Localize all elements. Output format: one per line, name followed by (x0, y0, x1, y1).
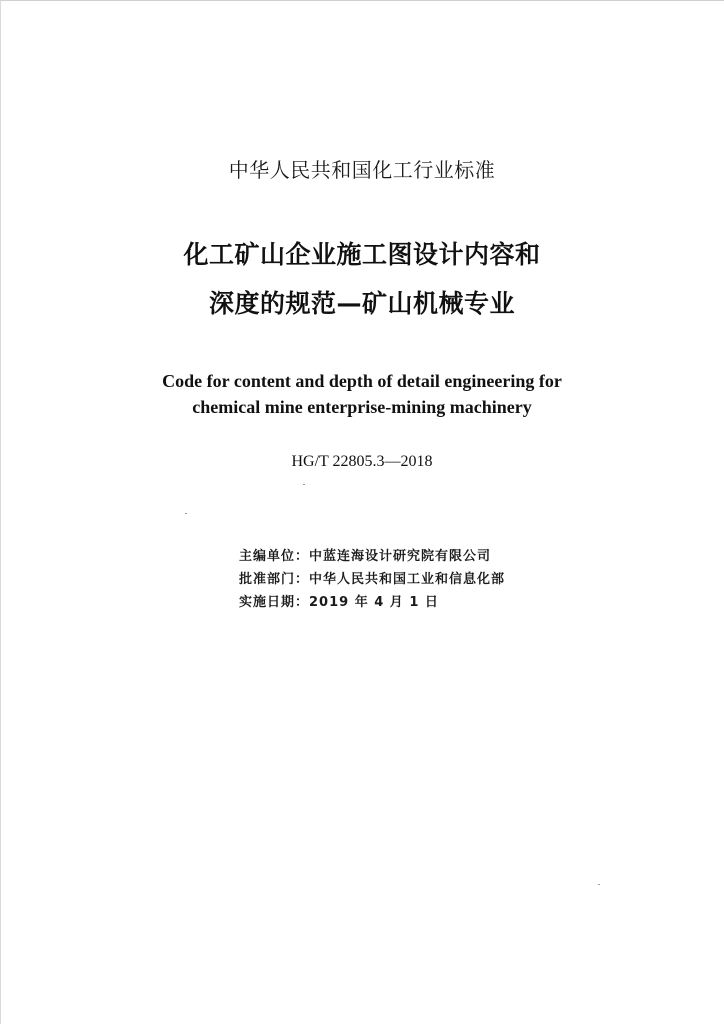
chief-editor-unit: 主编单位：中蓝连海设计研究院有限公司 (239, 549, 492, 564)
standard-category-heading: 中华人民共和国化工行业标准 (228, 158, 496, 182)
publication-info (239, 545, 659, 614)
scan-speck (185, 513, 187, 514)
scan-speck (303, 484, 305, 485)
chinese-title-line-2: 深度的规范—矿山机械专业 (208, 289, 515, 318)
standard-number: HG/T 22805.3—2018 (291, 453, 433, 470)
english-title-line-2: chemical mine enterprise-mining machinery (192, 397, 532, 417)
english-title-line-1: Code for content and depth of detail engineering for (162, 371, 562, 391)
implementation-date: 实施日期：2019 年 4 月 1 日 (239, 595, 439, 610)
page-top-edge (0, 0, 724, 1)
chinese-title-line-1: 化工矿山企业施工图设计内容和 (183, 240, 541, 269)
approving-department: 批准部门：中华人民共和国工业和信息化部 (239, 572, 506, 587)
scan-speck (598, 884, 600, 885)
